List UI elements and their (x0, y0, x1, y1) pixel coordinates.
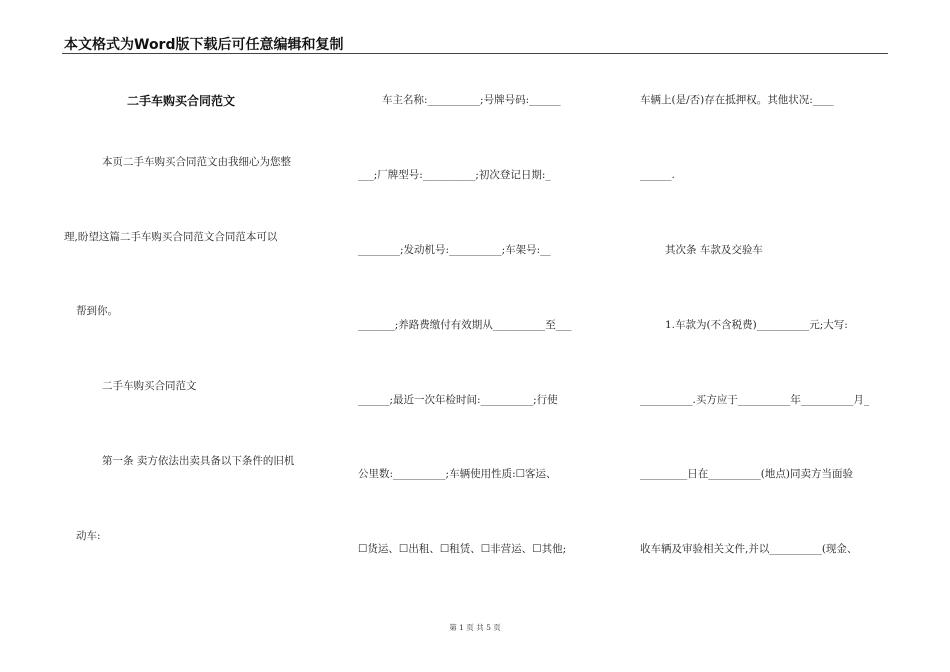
header-divider (62, 53, 888, 54)
paragraph-line: 第一条 卖方依法出卖具备以下条件的旧机 (102, 455, 295, 467)
paragraph-line: 车辆上(是/否)存在抵押权。其他状况:____ (640, 94, 834, 106)
paragraph-line: ______;最近一次年检时间:__________;行使 (358, 394, 558, 406)
page-number: 第 1 页 共 5 页 (449, 623, 501, 632)
paragraph-line: ☐货运、☐出租、☐租赁、☐非营运、☐其他; (358, 543, 567, 555)
paragraph-line: _______;养路费缴付有效期从__________至___ (358, 319, 572, 331)
document-title: 二手车购买合同范文 (127, 94, 236, 108)
paragraph-line: 动车: (76, 530, 101, 542)
paragraph-line: _________日在__________(地点)同卖方当面验 (640, 468, 853, 480)
section-heading: 其次条 车款及交验车 (665, 244, 763, 256)
paragraph-line: ___;厂牌型号:__________;初次登记日期:_ (358, 169, 551, 181)
paragraph-line: ______. (640, 169, 675, 181)
paragraph-line: 收车辆及审验相关文件,并以__________(现金、 (640, 543, 858, 555)
paragraph-line: 本页二手车购买合同范文由我细心为您整 (102, 156, 291, 168)
paragraph-line: ________;发动机号:__________;车架号:__ (358, 244, 551, 256)
section-heading: 二手车购买合同范文 (102, 380, 197, 392)
paragraph-line: 理,盼望这篇二手车购买合同范文合同范本可以 (64, 231, 278, 243)
paragraph-line: 公里数:__________;车辆使用性质:☐客运、 (358, 468, 557, 480)
paragraph-line: __________.买方应于__________年__________月_ (640, 394, 870, 406)
paragraph-line: 1.车款为(不含税费)__________元;大写: (665, 319, 848, 331)
document-header: 本文格式为Word版下载后可任意编辑和复制 (64, 37, 344, 53)
paragraph-line: 车主名称:__________;号牌号码:______ (382, 94, 561, 106)
paragraph-line: 帮到你。 (76, 305, 118, 317)
